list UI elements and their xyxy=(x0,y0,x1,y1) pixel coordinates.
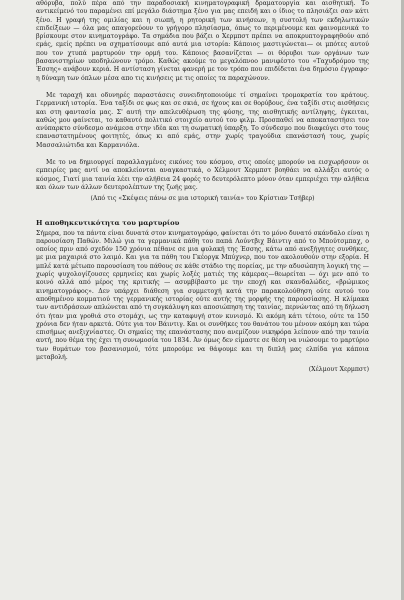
section-body xyxy=(36,230,369,363)
section-paragraph: Σήμερα, που τα πάντα είναι δυνατά στον κινηματογράφο, φαίνεται ότι το μόνο δυνατό σκάνδαλο είναι η παρουσίαση Παθών. Μιλώ για τα γερμανικά πάθη του παπά Λούντβιχ Βάιντιγ από το Μπούτσμπαχ, ο οποίος πριν από σχεδόν 150 χρόνια πέθανε σε μια φυλακή της Έσσης, κάτω από ανεξήγητες συνθήκες, με μια μαχαιριά στο λαιμό. Και για τα πάθη του Γκέοργκ Μπύχνερ, που τον ακολουθούν στην εξορία. Η μπλέ κατά μέτωπο παρουσίαση του πάθους σε κάθε στάδιο της πορείας, με την αδυσώπητη λογική της — χωρίς ψυχολογίζουσες ερμηνείες και χωρίς λοξές ματιές της κάμερας—θεωρείται — όχι μεν από το κοινό αλλά από μέρος της κριτικής — ασυμβίβαστο με την εποχή και σκανδαλώδες, «βρώμικος κινηματογράφος». Δεν υπάρχει διάθεση για συμμετοχή κατά την παρακολούθηση ούτε αυτού του αποθημένου κομματιού της γερμανικής ιστορίας ούτε αυτής της μορφής της παρουσίασης. Η κλίμακα των αντιδράσεων απλώνεται από τη συγκάλυψη και αποσιώπηση της ταινίας, περνώντας από τη δήλωση ότι ήταν μια γροθιά στο στομάχι, ως την καταφυγή στον κυνισμό. Κι ακόμη κάτι τέτοιο, ούτε τα 150 χρόνια δεν ήταν αρκετά. Ούτε για τον Βάιντιγ. Και οι συνθήκες του θανάτου του μένουν ακόμη και τώρα επισήμως ανεξιχνίαστες. Οι σημαίες της επανάστασης που ανεμίζουν νικηφόρα λείπουν από την ταινία αυτή, που θέμα της έχει τη συνωμοσία του 1834. Άν όμως δεν είμαστε σε θέση να νιώσουμε το μαρτύριο των θυμάτων του βασανισμού, τότε μπορούμε να θάψουμε και τη διπλή μας ελπίδα για κάποια μεταβολή. xyxy=(36,229,369,361)
paragraph-state-terror: Με ταραχή και οδυνηρές παραστάσεις συνειδητοποιούμε τί σημαίνει τρομοκρατία του κράτους. Γερμανική ιστορία. Ένα ταξίδι σε φως και σε σκιά, σε ήχους και σε θορύβους, ένα ταξίδι στις αισθήσεις και στη φαντασία μας. Σ' αυτή την απελευθέρωση της φύσης, της αισθητικής αντίληψης, έγκειται, καθώς μου φαίνεται, το καθαυτό πολιτικό στοιχείο αυτού του φιλμ. Προσπαθεί να αποκαταστήσει τον ανύπαρκτο σύνδεσμο ανάμεσα στην ιδέα και τη σωματική ύπαρξη. Το σύνδεσμο που διαφεύγει στο τους επαναστατημένους φοιτητές, όπως κι από εμάς, στην χωρίς τραγούδια επανάστασή τους, χωρίς Μασσαλιώτιδα και Καρμανιόλα. xyxy=(36,91,369,149)
paragraph-truth: Με το να δημιουργεί παραλλαγμένες εικόνες του κόσμου, στις οποίες μπορούν να εισχωρήσουν οι εμπειρίες μας αντί να αποκλείονται αναγκαστικά, ο Χέλμουτ Χερμπστ βοηθάει να αλλάξει αυτός ο κόσμος, Γιατί μια ταινία λέει την αλήθεια 24 φορές το δευτερόλεπτο μόνον όταν εμπεριέχει την αλήθεια και όλων των άλλων δευτερολέπτων της ζωής μας. xyxy=(36,159,369,191)
paragraph-continued: αθόρυβα, πολύ πέρα από την παραδοσιακή κινηματογραφική δραματουργία και αισθητική. Το αντικείμενό του παραμένει επί μεγάλο διάστημα ξένο για μας επειδή και ο ίδιος το πλησιάζει σαν κάτι ξένο. Η γραφή της ομιλίας και η σιωπή, η ρητορική των κινήσεων, η συστολή των εκδηλωτικών επιδείξεων — όλα μας απαγορεύουν το γρήγορο πλησίασμα, όπως το περιμένουμε και φαινομενικά το βρίσκουμε στον κινηματογράφο. Τα σημάδια που βάζει ο Χερμπστ πρέπει να αποκρυπτογραφηθούν από εμάς, εμείς πρέπει να σχηματίσουμε από αυτά μια ιστορία: Κάποιος μαστιγώνεται— οι μπότες αυτού που τον χτυπά μαρτυρούν την ορμή του. Κάποιος βασανίζεται — οι θόρυβοι των οργάνων των βασανιστηρίων υποδηλώνουν τρόμο. Καθώς ακούμε το μεγαλόπνοο μανιφέστο του «Ταχυδρόμου της Έσσης» ανάβουν κεριά. Η αντίσταση γίνεται φανερή με τον τρόπο που επιδίδεται ένα δημόσιο έγγραφο· η δύναμη των όπλων μέσα απο τις κινήσεις με τις οποίες τα παραχώνουν. xyxy=(36,0,369,82)
article-body xyxy=(36,0,369,192)
quote-attribution: (Από τις «Σκέψεις πάνω σε μια ιστορική ταινία» του Κρίστιαν Τσήβερ) xyxy=(90,195,315,203)
section-heading: Η αποθηκευτικότητα του μαρτυρίου xyxy=(36,218,180,227)
author-signature: (Χέλμουτ Χερμπστ) xyxy=(308,366,369,374)
